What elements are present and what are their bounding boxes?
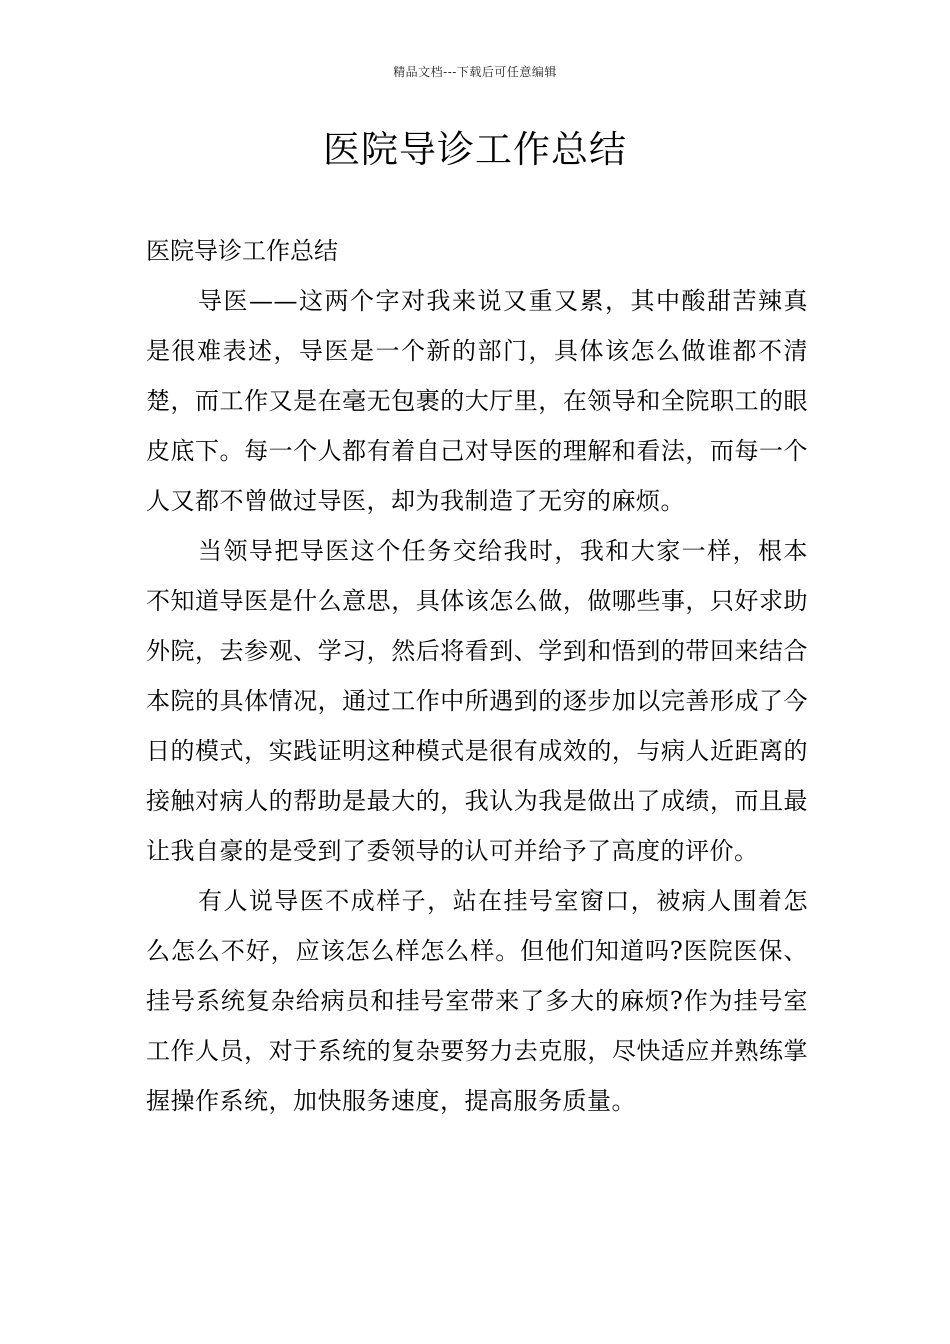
paragraph-3: 有人说导医不成样子，站在挂号室窗口，被病人围着怎么怎么不好，应该怎么样怎么样。但他们知道吗?医院医保、挂号系统复杂给病员和挂号室带来了多大的麻烦?作为挂号室工作人员，对于系统的复杂要努力去克服，尽快适应并熟练掌握操作系统，加快服务速度，提高服务质量。 <box>146 887 808 1115</box>
paragraph-1: 导医——这两个字对我来说又重又累，其中酸甜苦辣真是很难表述，导医是一个新的部门，具体该怎么做谁都不清楚，而工作又是在毫无包裹的大厅里，在领导和全院职工的眼皮底下。每一个人都有着自己对导医的理解和看法，而每一个人又都不曾做过导医，却为我制造了无穷的麻烦。 <box>146 287 808 515</box>
page-header: 精品文档---下载后可任意编辑 <box>393 65 557 79</box>
document-subtitle: 医院导诊工作总结 <box>146 237 338 265</box>
document-title: 医院导诊工作总结 <box>323 128 627 171</box>
paragraph-2: 当领导把导医这个任务交给我时，我和大家一样，根本不知道导医是什么意思，具体该怎么做，做哪些事，只好求助外院，去参观、学习，然后将看到、学到和悟到的带回来结合本院的具体情况，通过工作中所遇到的逐步加以完善形成了今日的模式，实践证明这种模式是很有成效的，与病人近距离的接触对病人的帮助是最大的，我认为我是做出了成绩，而且最让我自豪的是受到了委领导的认可并给予了高度的评价。 <box>146 537 808 865</box>
document-body <box>146 226 808 1126</box>
